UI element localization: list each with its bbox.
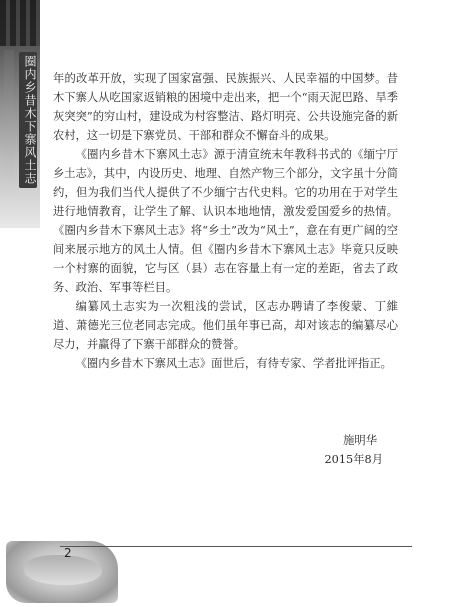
signature-date: 2015年8月 bbox=[324, 453, 383, 466]
vertical-book-title: 圈内乡昔木下寨风土志 bbox=[19, 52, 37, 188]
paragraph-4: 《圈内乡昔木下寨风土志》面世后，有待专家、学者批评指正。 bbox=[75, 357, 392, 370]
side-decoration bbox=[0, 0, 40, 228]
stone-shape bbox=[24, 555, 102, 585]
stone-footer-image bbox=[6, 541, 118, 603]
building-roof-image bbox=[0, 0, 40, 46]
paragraph-1: 年的改革开放，实现了国家富强、民族振兴、人民幸福的中国梦。昔木下寨人从吃国家返销粮的困境中走出来，把一个“雨天泥巴路、旱季灰突突”的穷山村，建设成为村容整洁、路灯明亮、公共设施完备的新农村，这一切是下寨党员、干部和群众不懈奋斗的成果。 bbox=[53, 72, 398, 142]
page-number: 2 bbox=[64, 546, 72, 560]
footer-divider bbox=[60, 546, 412, 547]
main-text bbox=[53, 69, 398, 373]
paragraph-3: 编纂风土志实为一次粗浅的尝试，区志办聘请了李俊蒙、丁維道、萧德光三位老同志完成。他们虽年事已高，却对该志的编纂尽心尽力，并赢得了下寨干部群众的赞誉。 bbox=[53, 300, 398, 351]
building-wall-image bbox=[4, 50, 14, 200]
author-name: 施明华 bbox=[343, 434, 377, 447]
paragraph-2: 《圈内乡昔木下寨风土志》源于清宣统末年教科书式的《缅宁厅乡土志》，其中，内设历史、地理、自然产物三个部分，文字虽十分简约，但为我们当代人提供了不少缅宁古代史料。它的功用在于对学生进行地情教育，让学生了解、认识本地地情，激发爱国爱乡的热情。《圈内乡昔木下寨风土志》将“乡土”改为“风土”，意在有更广阔的空间来展示地方的风土人情。但《圈内乡昔木下寨风土志》毕竟只反映一个村寨的面貌，它与区（县）志在容量上有一定的差距，省去了政务、政治、军事等栏目。 bbox=[53, 148, 398, 294]
